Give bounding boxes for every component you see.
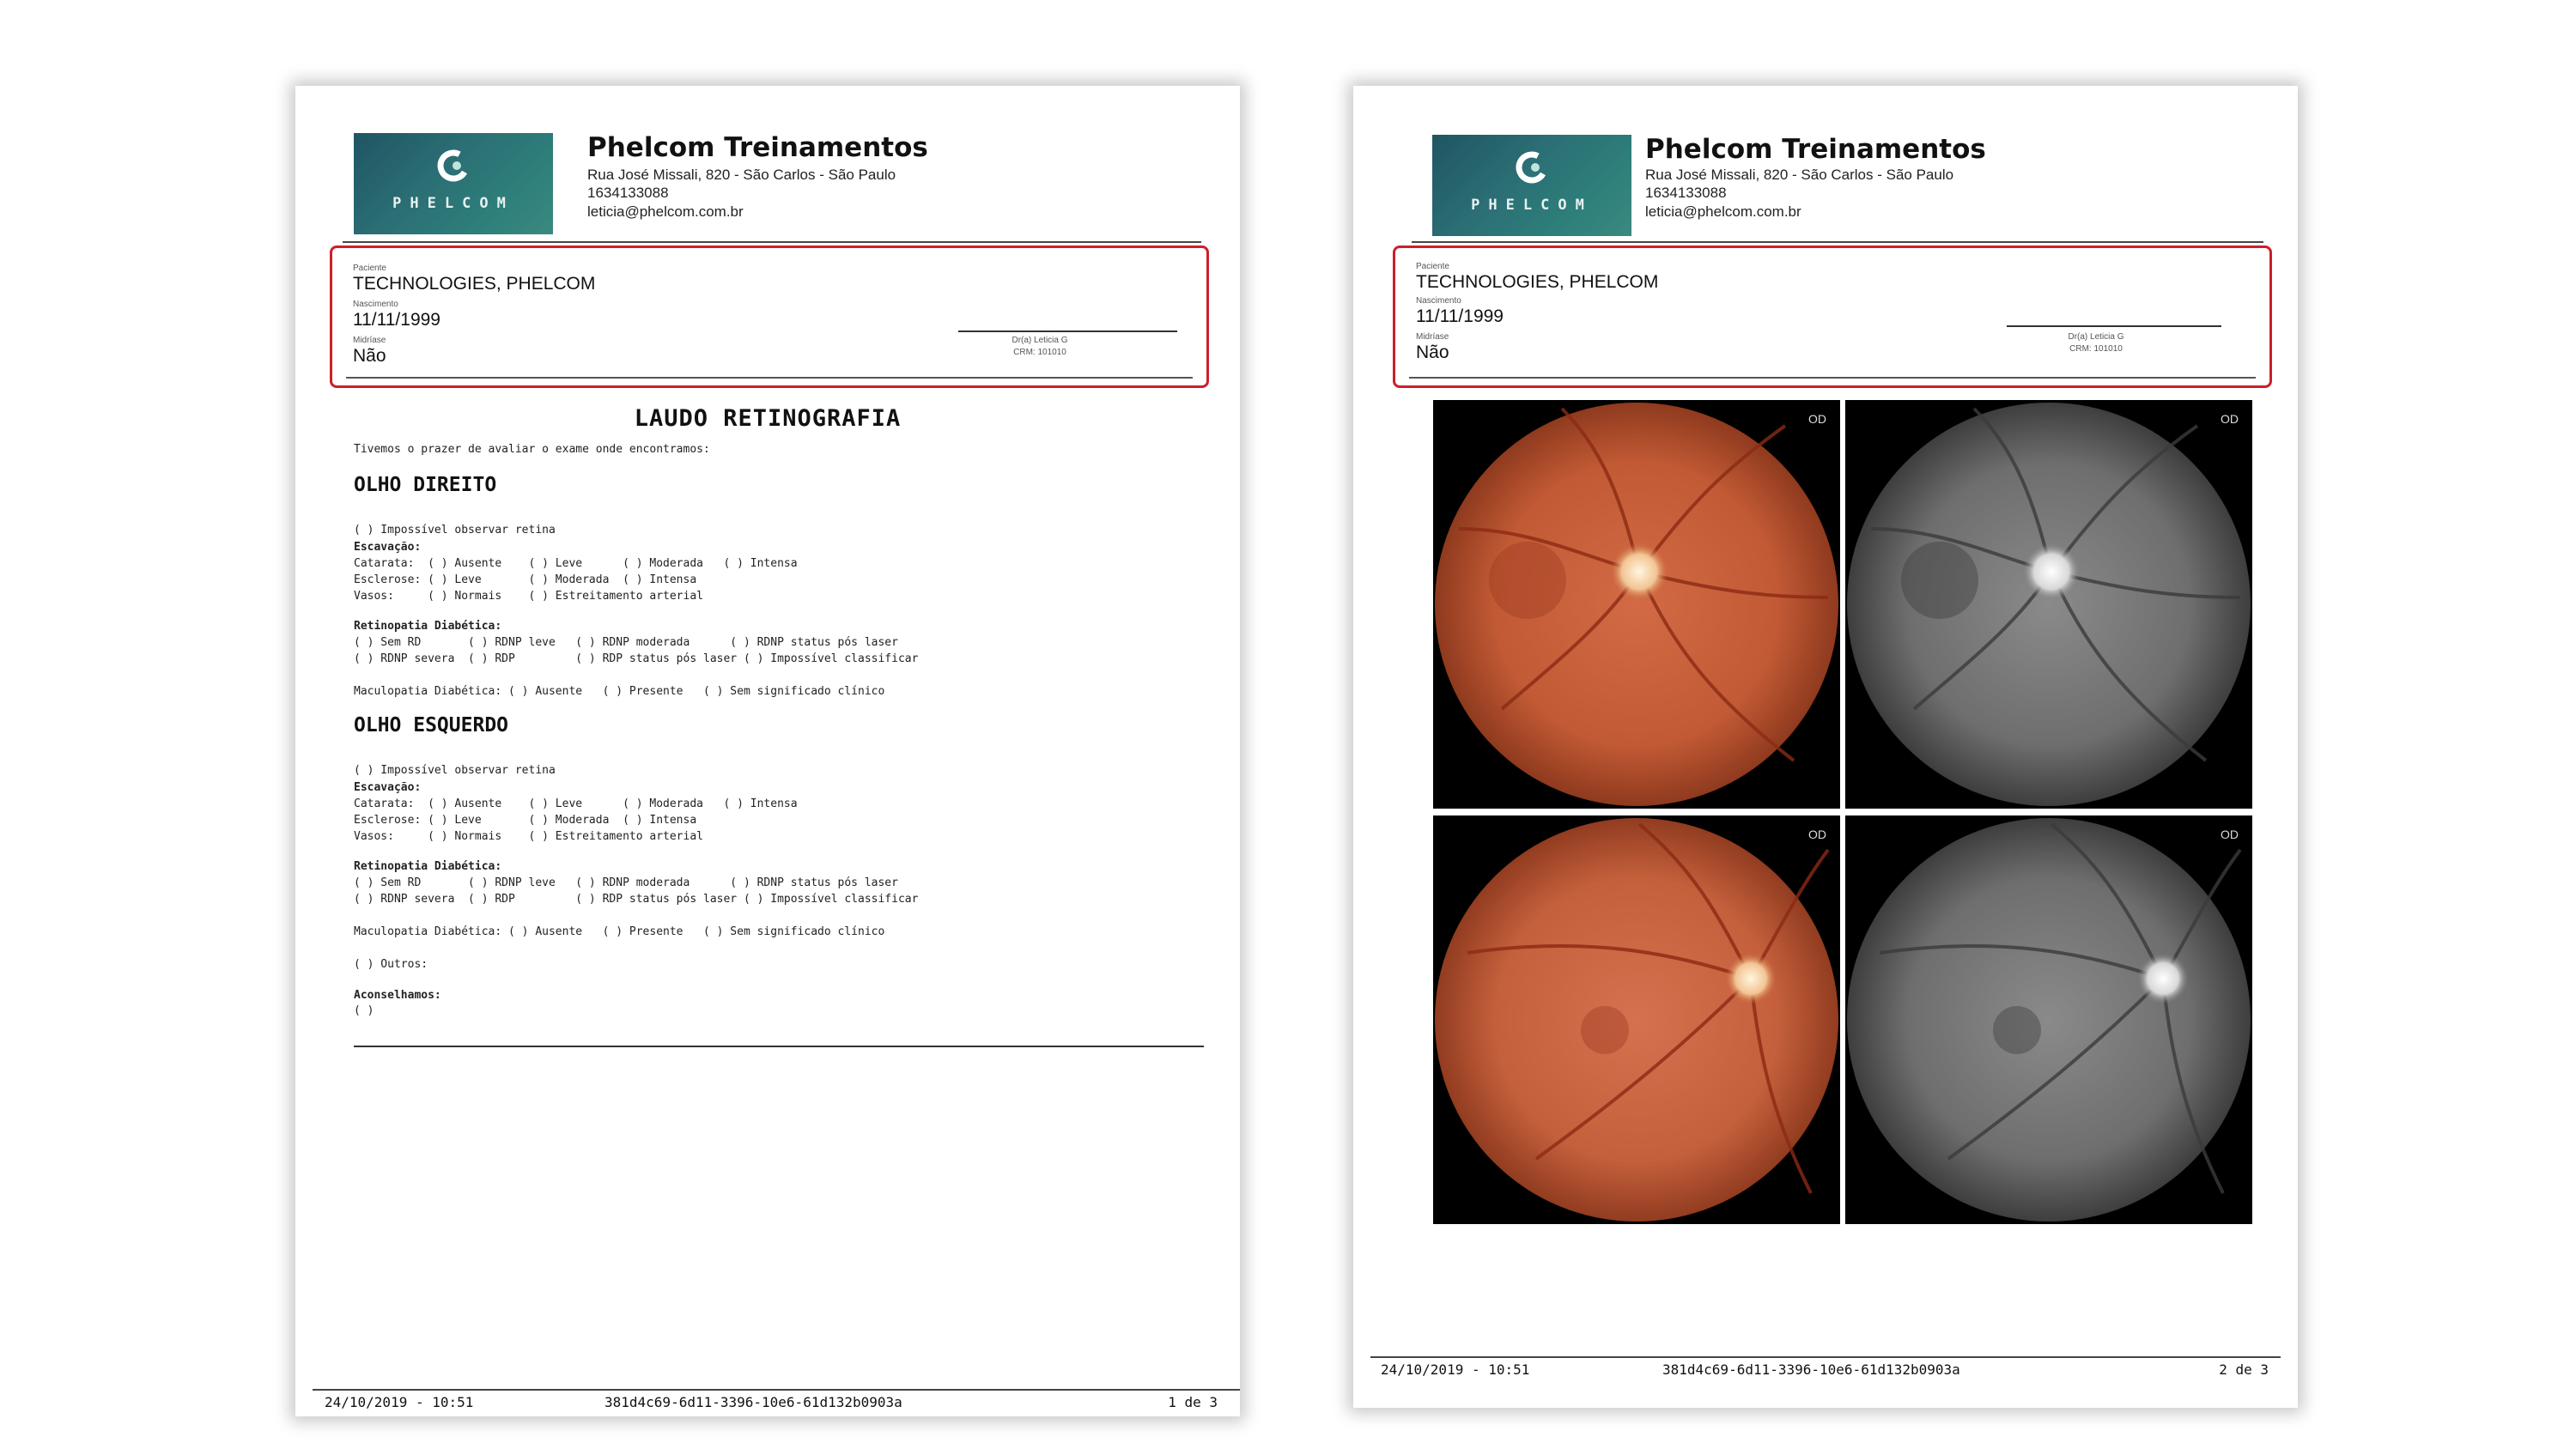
fundus-photo-gray xyxy=(1845,400,2252,809)
footer-divider xyxy=(313,1389,1240,1391)
left-eye-line: ( ) Sem RD ( ) RDNP leve ( ) RDNP moderada ( ) RDNP status pós laser xyxy=(354,876,898,889)
company-email: leticia@phelcom.com.br xyxy=(1645,203,1801,220)
right-eye-line: ( ) Sem RD ( ) RDNP leve ( ) RDNP moderada ( ) RDNP status pós laser xyxy=(354,636,898,649)
company-phone: 1634133088 xyxy=(1645,185,1727,201)
advice-checkbox: ( ) xyxy=(354,1004,374,1017)
logo-text: PHELCOM xyxy=(1471,197,1593,214)
company-name: Phelcom Treinamentos xyxy=(587,132,928,163)
right-eye-line: ( ) RDNP severa ( ) RDP ( ) RDP status pós laser ( ) Impossível classificar xyxy=(354,652,919,665)
left-eye-line: Vasos: ( ) Normais ( ) Estreitamento arterial xyxy=(354,830,703,843)
left-eye-line: Escavação: xyxy=(354,781,422,794)
mydriasis-label: Midríase xyxy=(353,336,386,345)
footer-datetime: 24/10/2019 - 10:51 xyxy=(1381,1361,1530,1378)
report-header xyxy=(1353,86,2298,240)
fundus-image-gray[interactable] xyxy=(1845,815,2252,1224)
footer-id: 381d4c69-6d11-3396-10e6-61d132b0903a xyxy=(605,1394,902,1410)
birth-date: 11/11/1999 xyxy=(1416,306,1504,326)
company-email: leticia@phelcom.com.br xyxy=(587,203,744,220)
doctor-name: Dr(a) Leticia G xyxy=(1012,336,1068,345)
footer-page-number: 1 de 3 xyxy=(1168,1394,1218,1410)
logo-text: PHELCOM xyxy=(392,195,514,212)
retinography-image-grid xyxy=(1433,400,2254,1226)
eye-label: OD xyxy=(1808,412,1826,426)
left-eye-line: ( ) RDNP severa ( ) RDP ( ) RDP status pós laser ( ) Impossível classificar xyxy=(354,893,919,906)
eye-label: OD xyxy=(1808,828,1826,841)
right-eye-line: ( ) Impossível observar retina xyxy=(354,524,556,537)
footer-id: 381d4c69-6d11-3396-10e6-61d132b0903a xyxy=(1662,1361,1960,1378)
right-eye-line: Retinopatia Diabética: xyxy=(354,620,502,633)
birth-date: 11/11/1999 xyxy=(353,310,440,330)
right-eye-line: Catarata: ( ) Ausente ( ) Leve ( ) Moderada ( ) Intensa xyxy=(354,557,798,570)
left-eye-line: Maculopatia Diabética: ( ) Ausente ( ) Presente ( ) Sem significado clínico xyxy=(354,925,885,938)
right-eye-line: Escavação: xyxy=(354,541,422,554)
footer-datetime: 24/10/2019 - 10:51 xyxy=(325,1394,474,1410)
mydriasis-value: Não xyxy=(353,346,386,366)
mydriasis-label: Midríase xyxy=(1416,332,1449,342)
mydriasis-value: Não xyxy=(1416,343,1449,362)
fundus-photo-color xyxy=(1433,815,1840,1224)
patient-info-box xyxy=(1393,246,2272,388)
header-divider xyxy=(343,241,1201,243)
eye-label: OD xyxy=(2221,412,2239,426)
signature-line xyxy=(2007,325,2221,327)
right-eye-line: Esclerose: ( ) Leve ( ) Moderada ( ) Intensa xyxy=(354,573,697,586)
left-eye-line: Retinopatia Diabética: xyxy=(354,860,502,873)
patient-info-box xyxy=(330,246,1209,388)
footer-divider xyxy=(1370,1356,2281,1358)
doctor-crm: CRM: 101010 xyxy=(2069,344,2123,354)
patient-name-label: Paciente xyxy=(353,264,386,273)
advice-label: Aconselhamos: xyxy=(354,989,441,1002)
patient-name-label: Paciente xyxy=(1416,262,1449,271)
birth-label: Nascimento xyxy=(1416,296,1461,306)
left-eye-line: ( ) Impossível observar retina xyxy=(354,764,556,777)
report-header xyxy=(295,86,1240,240)
report-end-divider xyxy=(354,1046,1204,1047)
signature-line xyxy=(958,330,1177,332)
footer-page-number: 2 de 3 xyxy=(2219,1361,2269,1378)
company-address: Rua José Missali, 820 - São Carlos - São Paulo xyxy=(587,167,896,183)
left-eye-line: Catarata: ( ) Ausente ( ) Leve ( ) Moderada ( ) Intensa xyxy=(354,797,798,810)
fundus-image-color[interactable] xyxy=(1433,815,1840,1224)
fundus-photo-color xyxy=(1433,400,1840,809)
report-intro: Tivemos o prazer de avaliar o exame onde encontramos: xyxy=(354,443,710,456)
company-address: Rua José Missali, 820 - São Carlos - São Paulo xyxy=(1645,167,1954,183)
patient-divider xyxy=(1409,377,2256,379)
report-page-1 xyxy=(295,86,1240,1416)
birth-label: Nascimento xyxy=(353,300,398,309)
patient-name: TECHNOLOGIES, PHELCOM xyxy=(1416,272,1659,292)
right-eye-line: Maculopatia Diabética: ( ) Ausente ( ) Presente ( ) Sem significado clínico xyxy=(354,685,885,698)
patient-name: TECHNOLOGIES, PHELCOM xyxy=(353,274,596,294)
fundus-photo-gray xyxy=(1845,815,2252,1224)
patient-divider xyxy=(346,377,1193,379)
left-eye-line: Esclerose: ( ) Leve ( ) Moderada ( ) Intensa xyxy=(354,814,697,827)
fundus-image-color[interactable] xyxy=(1433,400,1840,809)
left-eye-heading: OLHO ESQUERDO xyxy=(354,714,509,737)
right-eye-heading: OLHO DIREITO xyxy=(354,474,497,496)
header-divider xyxy=(1412,241,2263,243)
company-logo xyxy=(354,133,553,234)
company-logo xyxy=(1432,135,1631,236)
fundus-image-gray[interactable] xyxy=(1845,400,2252,809)
phelcom-logo-icon xyxy=(436,149,471,183)
doctor-name: Dr(a) Leticia G xyxy=(2068,332,2124,342)
phelcom-logo-icon xyxy=(1515,150,1549,185)
others-field: ( ) Outros: xyxy=(354,958,428,971)
company-name: Phelcom Treinamentos xyxy=(1645,134,1986,165)
doctor-crm: CRM: 101010 xyxy=(1013,348,1066,357)
report-page-2 xyxy=(1353,86,2298,1408)
right-eye-line: Vasos: ( ) Normais ( ) Estreitamento arterial xyxy=(354,590,703,603)
company-phone: 1634133088 xyxy=(587,185,669,201)
report-title: LAUDO RETINOGRAFIA xyxy=(634,405,902,432)
eye-label: OD xyxy=(2221,828,2239,841)
